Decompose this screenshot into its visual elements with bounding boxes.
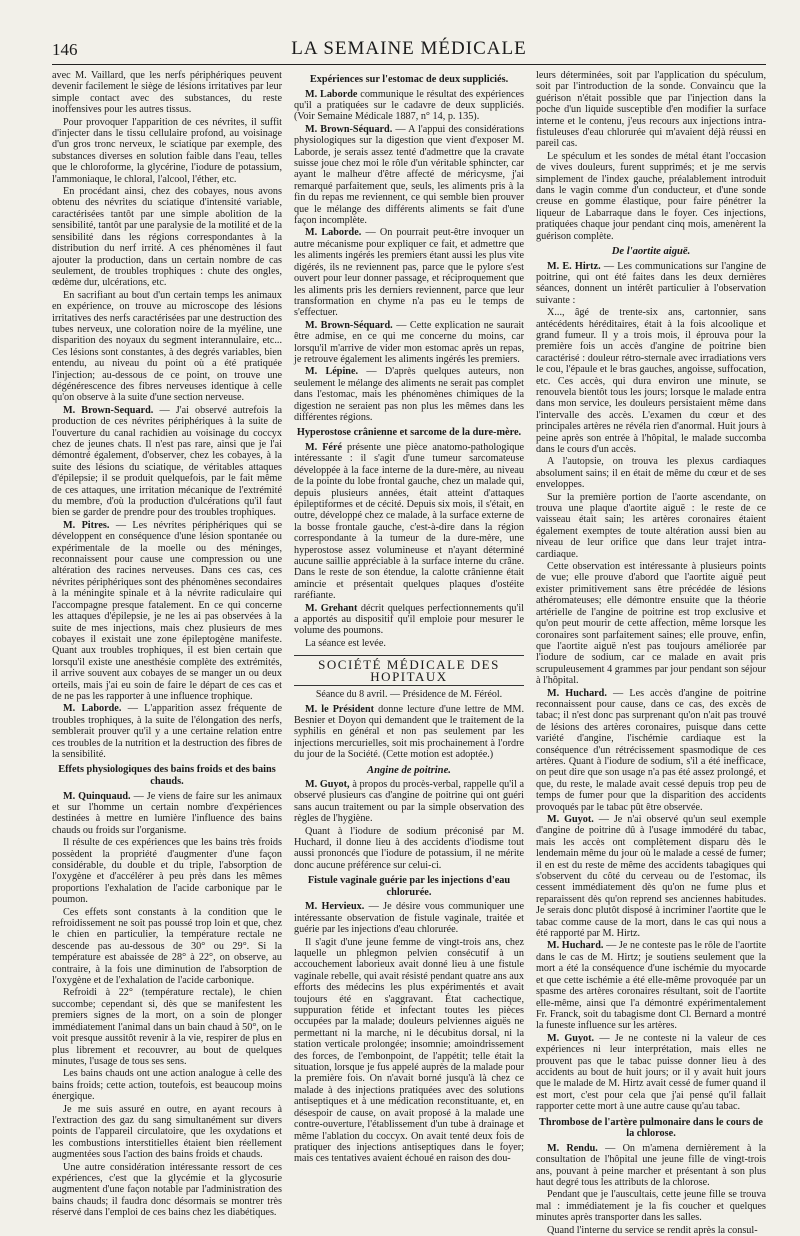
speech-text: — L'apparition assez fréquente de troubles trophiques, à la suite de l'élongation des nerfs, semblerait prouver qu'il y a une certaine relation entre ces troubles de la nutrition et la destruction des fibres de la sensibilité. xyxy=(52,703,283,760)
paragraph: Pour provoquer l'apparition de ces névrites, il suffit d'injecter dans le tissu cellulaire profond, au voisinage d'un gros tronc nerveux, le sciatique par exemple, des substances diverses en solution faible dans l'eau, telles que le chloroforme, la glycérine, l'iodure de potassium, l'ammoniaque, le chloral, l'alcool, l'éther, etc. xyxy=(52,116,282,185)
speaker-name: M. Guyot. xyxy=(547,814,594,825)
column-middle xyxy=(294,70,525,1165)
speaker-paragraph xyxy=(294,901,524,935)
section-heading: Hyperostose crânienne et sarcome de la dure-mère. xyxy=(296,427,522,439)
speaker-name: M. Féré xyxy=(305,441,342,453)
speaker-paragraph xyxy=(294,603,524,637)
speaker-paragraph xyxy=(294,320,524,366)
speaker-name: M. Hervieux. xyxy=(305,901,365,913)
speaker-paragraph xyxy=(294,227,524,318)
speaker-name: M. Huchard. xyxy=(547,940,604,952)
speech-text: — Les communications sur l'angine de poitrine, qui ont été faites dans les deux dernières séances, donnent un intérêt particulier à l'observation suivante : xyxy=(536,260,766,306)
section-heading: Fistule vaginale guérie par les injections d'eau chlorurée. xyxy=(307,875,511,898)
paragraph: Il résulte de ces expériences que les bains très froids possèdent la propriété d'augmenter d'une façon considérable, du double et du triple, l'absorption de l'oxygène et d'accélérer à peu près dans les mêmes proportions l'exhalation de l'acide carbonique par le poumon. xyxy=(52,837,282,906)
speaker-name: M. Rendu. xyxy=(547,1142,598,1154)
paragraph: avec M. Vaillard, que les nerfs périphériques peuvent devenir facilement le siège de lésions irritatives par leur simple contact avec des substances, du reste inoffensives pour les autres tissus. xyxy=(52,70,282,116)
speaker-paragraph xyxy=(294,779,524,825)
speech-text: — Je ne conteste ni la valeur de ces expériences ni leur interprétation, mais elles ne prouvent pas que le tabac puisse donner lieu à des accidents au bout de huit jours; or il y avait huit jours que le malade de M. Hirtz avait cessé de fumer quand il est mort, c'est pour cela que j'ai pensé qu'il fallait rapporter cette mort à une autre cause qu'au tabac. xyxy=(536,1032,766,1113)
speaker-paragraph xyxy=(294,704,524,761)
speaker-name: M. Laborde. xyxy=(305,227,362,239)
speech-text: — D'après quelques auteurs, non seulement le mélange des aliments ne serait pas complet dans l'estomac, mais les phénomènes chimiques de la digestion ne seraient pas non plus les mêmes dans les différentes régions. xyxy=(294,366,525,423)
paragraph: Quand l'interne du service se rendit après la consul- xyxy=(547,1224,758,1236)
paragraph: Une autre considération intéressante ressort de ces expériences, c'est que la glycémie et la glycosurie augmentent d'une façon notable par l'administration des bains chauds; il faudra donc désormais se montrer très réservé dans l'emploi de ces bains chez les diabétiques. xyxy=(52,1161,282,1219)
speaker-name: M. Lépine. xyxy=(305,366,359,378)
speech-text: — Les névrites périphériques qui se développent en conséquence d'une lésion spontanée ou expérimentale de la moelle ou des méninges, reconnaissent pour cause une compression ou une altération des racines nerveuses. Dans ces cas, ces névrites périphériques sont des phénomènes secondaires à la méningite spinale et à la névrite radiculaire qui l'accompagne presque fatalement. En ce qui concerne les attaques d'épilepsie, je ne les ai pas observées à la suite de mes injections, mais chez plusieurs de mes cobayes il existait une zone épileptogène manifeste. Quant aux troubles trophiques, il est bien certain que lorsqu'il existe une anesthésie complète des extrémités, il arrive souvent aux cobayes de se manger un ou deux orteils, mais j'ai eu soin de faire le départ de ces cas et de ne pas les rapporter à une influence trophique. xyxy=(52,519,282,702)
speaker-paragraph xyxy=(536,1033,766,1113)
header-rule xyxy=(52,64,766,65)
section-heading: Effets physiologiques des bains froids et des bains chauds. xyxy=(58,764,276,787)
speaker-paragraph xyxy=(294,366,524,423)
column-right xyxy=(536,70,767,1236)
speech-text: décrit quelques perfectionnements qu'il a apportés au dispositif qu'il emploie pour mesurer le volume des poumons. xyxy=(294,602,524,637)
speech-text: donne lecture d'une lettre de MM. Besnier et Doyon qui demandent que le traitement de la syphilis en général et non pas seulement par les injections mercurielles, soit mis prochainement à l'ordre du jour de la Société. (Cette motion est adoptée.) xyxy=(294,703,524,761)
paragraph: Ces effets sont constants à la condition que le refroidissement ne soit pas poussé trop loin et que, chez le chien en particulier, la température rectale ne descende pas au-dessous de 30° ou 29°. Si la température est abaissée de 28° à 22°, on observe, au contraire, à la fois une diminution de l'absorption de l'oxygène et de l'exhalation de l'acide carbonique. xyxy=(52,906,282,987)
speech-text: — On m'amena dernièrement à la consultation de l'hôpital une jeune fille de vingt-trois ans, pouvant à peine marcher et présentant à son plus haut degré tous les attributs de la chlorose. xyxy=(536,1142,767,1188)
paragraph: Refroidi à 22° (température rectale), le chien succombe; cependant si, dès que se manifestent les premiers signes de la mort, on a soin de plonger immédiatement l'animal dans un bain chaud à 50°, on le voit presque aussitôt revenir à la vie, respirer de plus en plus librement et recouvrer, au bout de quelques minutes, l'usage de tous ses sens. xyxy=(52,987,282,1067)
speech-text: présente une pièce anatomo-pathologique intéressante : il s'agit d'une tumeur sarcomateuse développée à la face interne de la dure-mère, au niveau de la pointe du lobe frontal gauche, chez un malade qui, depuis plusieurs années, était atteint d'attaques épileptiformes et de cécité. Depuis six mois, il s'était, en outre, développé chez ce malade, à la surface externe de la bosse frontale gauche, c'est-à-dire dans la région correspondante à la tumeur de la dure-mère, une hyperostose assez volumineuse et n'ayant déterminé aucune saillie appréciable à la surface interne du crâne. Dans le reste de son étendue, la calotte crânienne était amincie et présentait quelques plaques d'ostéite raréfiante. xyxy=(294,441,524,602)
speaker-paragraph xyxy=(294,124,524,227)
speaker-name: M. E. Hirtz. xyxy=(547,260,601,272)
speaker-name: M. Laborde. xyxy=(63,703,122,715)
paragraph: Les bains chauds ont une action analogue à celle des bains froids; cette action, toutefois, est beaucoup moins énergique. xyxy=(52,1068,282,1103)
speech-text: communique le résultat des expériences qu'il a pratiquées sur le cadavre de deux suppliciés. (Voir Semaine Médicale 1887, n° 14, p. 135). xyxy=(294,88,525,123)
speaker-name: M. Laborde xyxy=(305,88,358,100)
speaker-paragraph xyxy=(536,940,766,1031)
speech-text: — A l'appui des considérations physiologiques sur la digestion que vient d'exposer M. Laborde, je serais assez tenté d'admettre que la cravate suisse joue chez moi le rôle d'un véritable sphincter, car ayant le malheur d'être affecté de méricysme, j'ai remarqué parfaitement que, seuls, les aliments pris à la fin du repas me reviennent, ce qui semble bien prouver que le mélange des différents aliments se fait d'une façon incomplète. xyxy=(294,123,525,227)
speaker-name: M. Quinquaud. xyxy=(63,790,131,802)
speech-text: — Je désire vous communiquer une intéressante observation de fistule vaginale, traitée et guérie par les injections d'eau chlorurée. xyxy=(294,901,524,936)
speaker-name: M. Huchard. xyxy=(547,687,607,699)
paragraph: leurs déterminées, soit par l'application du spéculum, soit par l'introduction de la sonde. Convaincu que la guérison n'était possible que par l'injection dans la poche d'un liquide susceptible d'en modifier la surface interne et le contenu, j'eus recours aux injections intra-fistuleuses d'eau chlorurée qui m'avaient déjà réussi en pareil cas. xyxy=(536,70,766,150)
speaker-paragraph xyxy=(52,703,282,760)
speech-text: — Je ne conteste pas le rôle de l'aortite dans le cas de M. Hirtz; je soutiens seulement que la mort a été la conséquence d'une ischémie du myocarde et que cette ischémie a été elle-même provoquée par un spasme des artères coronaires résultant, soit de l'aortite elle-même, ainsi que l'a démontré expérimentalement Fr. Franck, soit du tabagisme dont Cl. Bernard a montré la funeste influence sur les artères. xyxy=(536,940,766,1032)
paragraph: Pendant que je l'auscultais, cette jeune fille se trouva mal : immédiatement je la fis coucher et quelques minutes après transporter dans les salles. xyxy=(536,1189,766,1224)
journal-title: LA SEMAINE MÉDICALE xyxy=(291,38,527,59)
speaker-paragraph xyxy=(294,442,524,602)
speaker-paragraph xyxy=(536,814,766,939)
paragraph: Il s'agit d'une jeune femme de vingt-trois ans, chez laquelle un phlegmon pelvien consécutif à un accouchement laborieux avait donné lieu à une fistule vaginale rebelle, qui avait résisté pendant quatre ans aux efforts des médecins les plus expérimentés et avait toujours été en s'aggravant. État cachectique, suppuration fétide et infectant toutes les pièces occupées par la malade; douleurs pelviennes aiguës ne permettant ni la marche, ni le décubitus dorsal, ni la station verticale prolongée; insomnie; amoindrissement des forces, de l'embonpoint, de l'appétit; telle était la situation, lorsque je fus appelé auprès de la malade pour la première fois. On n'avait borné jusqu'à là chez ce malade à des injections pratiquées avec des solutions antiseptiques et à une médication reconstituante, et, en désespoir de cause, on avait proposé à la malade une contre-ouverture, l'établissement d'un tube à drainage et même l'ablation du coccyx. On avait tenté deux fois de pratiquer des injections antiseptiques dans le foyer; mais ces tentatives avaient échoué en raison des dou- xyxy=(294,936,524,1165)
speaker-paragraph xyxy=(536,261,766,307)
paragraph: A l'autopsie, on trouva les plexus cardiaques absolument sains; il en était de même du cœur et de ses enveloppes. xyxy=(536,456,766,491)
speaker-name: M. Brown-Sequard. xyxy=(63,404,154,416)
session-line: Séance du 8 avril. — Présidence de M. Féréol. xyxy=(315,689,503,701)
paragraph: Le spéculum et les sondes de métal étant l'occasion de vives douleurs, furent supprimés; et je me servis simplement de l'index gauche, préalablement introduit dans le vagin comme d'un conducteur, et d'une sonde creuse en gomme élastique, pour faire pénétrer la liqueur de Labarraque dans le foyer. Ces injections, pratiquées chaque jour pendant cinq mois, amenèrent la guérison complète. xyxy=(536,150,766,242)
speaker-paragraph xyxy=(536,1143,766,1189)
speaker-name: M. Brown-Séquard. xyxy=(305,123,393,135)
paragraph: En procédant ainsi, chez des cobayes, nous avons obtenu des névrites du sciatique d'intensité variable, caractérisées tantôt par une simple abolition de la sensibilité, tantôt par une paralysie de la motilité et de la sensibilité dans les régions correspondantes à la distribution du nerf irrité. A ces phénomènes il faut ajouter la production, dans un certain nombre de cas seulement, de troubles trophiques : chute des ongles, œdème dur, ulcérations, etc. xyxy=(52,186,282,289)
speaker-paragraph xyxy=(52,791,282,837)
paragraph: Je me suis assuré en outre, en ayant recours à l'extraction des gaz du sang simultanément sur divers points de l'appareil circulatoire, que les oxydations et les combustions interstitielles étaient bien réellement augmentées sous l'action des bains froids et chauds. xyxy=(52,1103,282,1161)
page-number: 146 xyxy=(52,40,78,59)
paragraph: Quant à l'iodure de sodium préconisé par M. Huchard, il donne lieu à des accidents d'iodisme tout aussi prononcés que l'iodure de potassium, il ne mérite donc aucune préférence sur celui-ci. xyxy=(294,825,524,871)
speech-text: — Je viens de faire sur les animaux et sur l'homme un certain nombre d'expériences destinées à mettre en lumière l'influence des bains chauds ou froids sur l'organisme. xyxy=(52,790,282,836)
speaker-name: M. Guyot. xyxy=(547,1032,595,1044)
speech-text: — Je n'ai observé qu'un seul exemple d'angine de poitrine dû à l'usage immodéré du tabac, mais les accès ont complètement disparu dès le lendemain même du jour où le malade a cessé de fumer; il en est du reste de même des accidents tabagiques qui s'observent du côté du cerveau ou de l'estomac, ils cessent immédiatement dès qu'on ne fume plus et reparaissent dès qu'on reprend ses anciennes habitudes. Je serais donc plutôt disposé à incriminer l'aortite que le tabac comme cause de la mort, dans le cas qui nous a été rapporté par M. Hirtz. xyxy=(536,814,767,940)
speaker-name: M. Guyot, xyxy=(305,778,350,790)
speaker-paragraph xyxy=(294,89,524,123)
speaker-paragraph xyxy=(52,520,282,703)
paragraph: En sacrifiant au bout d'un certain temps les animaux en expérience, on trouve au microscope des lésions irritatives des nerfs caractérisées par une destruction des tubes nerveux, une coloration noire de la myéline, une disparition des noyaux du segment interannulaire, etc... Ces lésions sont constantes, à des degrés variables, bien entendu, au niveau du point où a été pratiquée l'injection; au-dessous de ce point, on trouve une dégénérescence des fibres nerveuses identique à celle qu'on observe à la suite d'une section nerveuse. xyxy=(52,289,282,404)
section-heading: Thrombose de l'artère pulmonaire dans le cours de la chlorose. xyxy=(539,1116,763,1140)
paragraph: Cette observation est intéressante à plusieurs points de vue; elle prouve d'abord que l'aortite aiguë peut exister primitivement sans être précédée de lésions athéromateuses; elle démontre ensuite que la théorie artérielle de l'angine de poitrine est trop exclusive et qu'on peut mourir de cette affection, même lorsque les coronaires sont parfaitement saines; elle prouve, enfin, que l'aortite aiguë n'est pas toujours améliorée par l'iodure de sodium, car ce malade en avait pris scrupuleusement 4 grammes par jour pendant son séjour à l'hôpital. xyxy=(536,561,766,687)
speech-text: à propos du procès-verbal, rappelle qu'il a observé plusieurs cas d'angine de poitrine qui ont guéri sans aucun traitement ou par la simple observation des règles de l'hygiène. xyxy=(294,778,525,825)
closing-line: La séance est levée. xyxy=(305,637,386,649)
speaker-paragraph xyxy=(536,688,766,813)
speaker-name: M. Brown-Séquard. xyxy=(305,319,393,331)
speaker-name: M. Pitres. xyxy=(63,519,110,531)
section-heading: De l'aortite aiguë. xyxy=(611,246,691,258)
speech-text: — J'ai observé autrefois la production de ces névrites périphériques à la suite de l'ouverture du canal rachidien au voisinage du coccyx chez de jeunes chats. Il n'est pas rare, ainsi que je l'ai démontré également, d'observer, chez les cobayes, à la suite des lésions du sciatique, de véritables attaques d'épilepsie; il se produit quelquefois, par le fait même de ces attaques, une irritation mécanique de l'extrémité du membre, d'où la production d'ulcérations qu'il faut bien se garder de prendre pour des troubles trophiques. xyxy=(52,404,283,519)
paragraph: Sur la première portion de l'aorte ascendante, on trouva une plaque d'aortite aiguë : le reste de ce vaisseau était sain; les artères coronaires étaient également exemptes de toute altération aussi bien au niveau de leur orifice que dans leur trajet intra-cardiaque. xyxy=(536,491,766,560)
section-heading: Angine de poitrine. xyxy=(367,764,451,776)
column-left xyxy=(52,70,283,1219)
speaker-name: M. Grehant xyxy=(305,602,358,614)
speaker-paragraph xyxy=(52,405,282,519)
page-header xyxy=(52,38,766,64)
speech-text: — Les accès d'angine de poitrine reconnaissent pour cause, dans ce cas, des excès de tabac; il n'est donc pas surprenant qu'on n'ait pas trouvé de lésions des artères coronaires, puisque dans cette variété d'angine, l'ischémie cardiaque est la conséquence d'un rétrécissement spasmodique de ces artères. Quant à l'iodure de sodium, s'il a été inefficace, on peut dire que son usage n'a pas été assez prolongé, et que, du reste, le malade avait cessé depuis trop peu de temps de fumer pour que la disparition des accidents provoqués par le tabac pût être observée. xyxy=(536,687,766,813)
speech-text: — On pourrait peut-être invoquer un autre mécanisme pour expliquer ce fait, et admettre que les aliments ingérés les premiers étant aussi les plus vite digérés, ils ne reviennent pas, parce que le pylore s'est ouvert pour leur donner passage, et réciproquement que les aliments pris les derniers reviennent, parce que leur transformation en chyme n'a pas eu le temps de s'effectuer. xyxy=(294,227,524,319)
speaker-name: M. le Président xyxy=(305,703,374,715)
speech-text: — Cette explication ne saurait être admise, en ce qui me concerne du moins, car lorsqu'il m'arrive de vider mon estomac après un repas, je retrouve également les aliments ingérés les premiers. xyxy=(294,319,524,365)
section-heading: Expériences sur l'estomac de deux suppliciés. xyxy=(309,74,509,85)
paragraph: X..., âgé de trente-six ans, cartonnier, sans antécédents héréditaires, était à la fois alcoolique et grand fumeur. Il y a trois mois, il éprouva pour la première fois un accès d'angine de poitrine bien caractérisé : douleur rétro-sternale avec irradiations vers le cou, l'épaule et le bras gauches, angoisse, suffocation, etc. Ces accès, qui dura environ une minute, se renouvela bientôt tous les jours; lorsque le malade entra dans mon service, les douleurs persistaient même dans l'intervalle des accès. L'examen du cœur et des principales artères ne révéla rien d'anormal. Huit jours à peine après son entrée à l'hôpital, le malade succomba dans le cours d'un accès. xyxy=(536,307,766,455)
text-columns xyxy=(52,70,767,1236)
society-heading: SOCIÉTÉ MÉDICALE DES HOPITAUX xyxy=(294,655,524,686)
